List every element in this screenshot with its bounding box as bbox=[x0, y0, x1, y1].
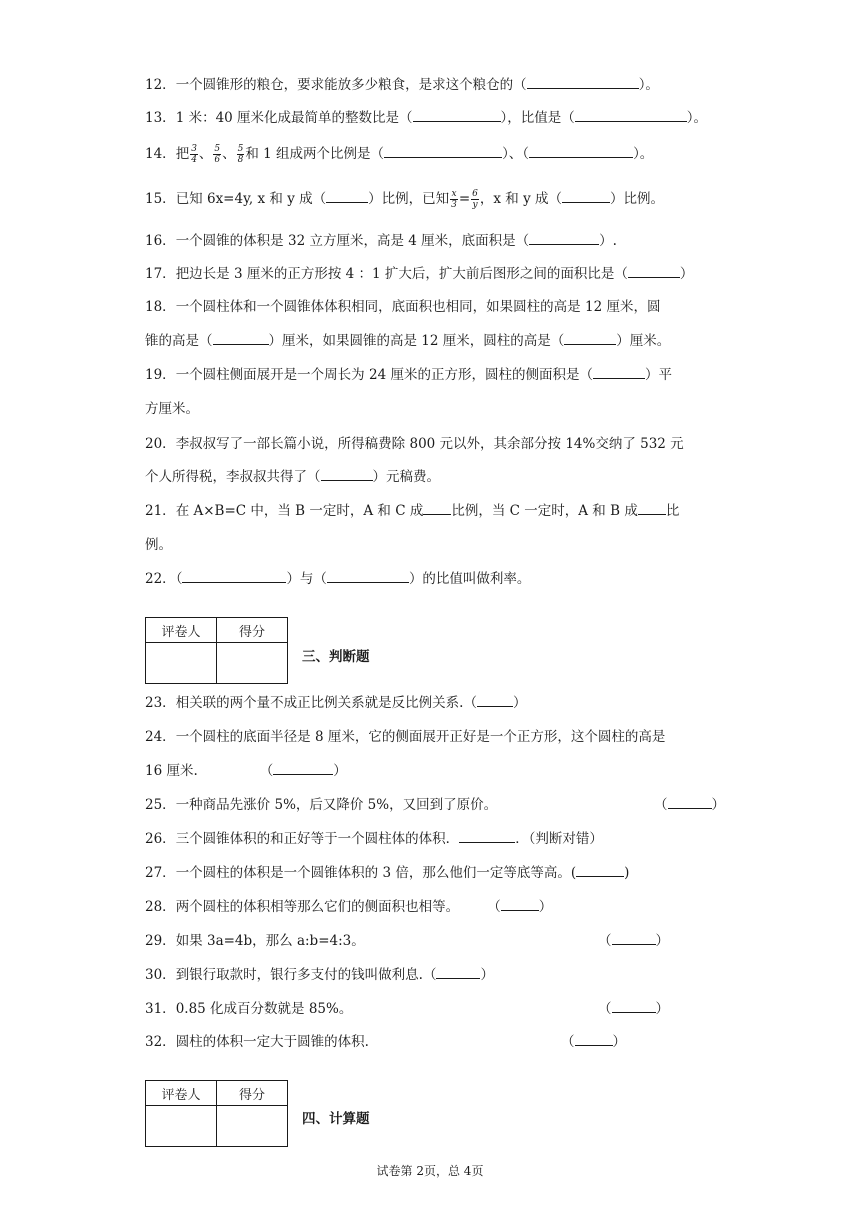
answer-blank[interactable] bbox=[612, 998, 656, 1013]
question-32: 32．圆柱的体积一定大于圆锥的体积. bbox=[145, 1034, 369, 1050]
question-12: 12．一个圆锥形的粮仓，要求能放多少粮食，是求这个粮仓的（ ）。 bbox=[145, 68, 725, 102]
answer-blank[interactable] bbox=[327, 568, 409, 583]
question-24: 24．一个圆柱的底面半径是 8 厘米，它的侧面展开正好是一个正方形，这个圆柱的高是 bbox=[145, 729, 666, 745]
answer-blank[interactable] bbox=[564, 330, 616, 345]
score-table bbox=[145, 1080, 288, 1147]
answer-blank[interactable] bbox=[638, 500, 666, 515]
question-24-line2: 16 厘米. （ ） bbox=[145, 754, 725, 788]
reviewer-label: 评卷人 bbox=[146, 1081, 217, 1106]
question-32-answer: （ ） bbox=[561, 1025, 626, 1059]
score-table bbox=[145, 617, 288, 684]
answer-blank[interactable] bbox=[423, 500, 451, 515]
question-20: 20．李叔叔写了一部长篇小说，所得稿费除 800 元以外，其余部分按 14%交纳了 532 元 bbox=[145, 436, 684, 452]
page-footer: 试卷第 2页，总 4页 bbox=[376, 1164, 484, 1178]
question-25: 25．一种商品先涨价 5%，后又降价 5%，又回到了原价。 bbox=[145, 797, 498, 813]
section-title-judge: 三、判断题 bbox=[302, 649, 370, 665]
answer-blank[interactable] bbox=[182, 568, 286, 583]
answer-blank[interactable] bbox=[527, 74, 639, 89]
score-cell[interactable] bbox=[217, 643, 288, 684]
reviewer-cell[interactable] bbox=[146, 1106, 217, 1147]
question-18-line2: 锥的高是（ ）厘米，如果圆锥的高是 12 厘米，圆柱的高是（ ）厘米。 bbox=[145, 324, 725, 358]
answer-blank[interactable] bbox=[436, 964, 480, 979]
fraction: $\frac{5}{6}$ bbox=[214, 144, 221, 165]
question-17: 17．把边长是 3 厘米的正方形按 4 ：1 扩大后，扩大前后图形之间的面积比是（ ） bbox=[145, 257, 725, 291]
question-15: 15．已知 6x=4y, x 和 y 成（ ）比例，已知 $\frac{x}{3}$ = $\frac{6}{y}$ ，x 和 y 成（ ）比例。 bbox=[145, 189, 665, 210]
answer-blank[interactable] bbox=[575, 1031, 613, 1046]
question-20-line2: 个人所得税，李叔叔共得了（ ）元稿费。 bbox=[145, 460, 725, 494]
question-22: 22．（ ）与（ ）的比值叫做利率。 bbox=[145, 562, 725, 596]
reviewer-cell[interactable] bbox=[146, 643, 217, 684]
answer-blank[interactable] bbox=[529, 143, 633, 158]
fraction: $\frac{3}{4}$ bbox=[191, 144, 197, 165]
answer-blank[interactable] bbox=[562, 188, 610, 203]
question-28: 28．两个圆柱的体积相等那么它们的侧面积也相等。 （ ） bbox=[145, 890, 725, 924]
fraction: $\frac{x}{3}$ bbox=[451, 189, 457, 210]
fraction: $\frac{5}{8}$ bbox=[237, 144, 244, 165]
question-19-line2: 方厘米。 bbox=[145, 401, 199, 417]
question-29: 29．如果 3a=4b，那么 a:b=4:3。 bbox=[145, 933, 365, 949]
question-31: 31．0.85 化成百分数就是 85%。 bbox=[145, 1001, 353, 1017]
fraction: $\frac{6}{y}$ bbox=[472, 189, 478, 210]
answer-blank[interactable] bbox=[593, 364, 645, 379]
question-21: 21．在 A×B=C 中，当 B 一定时，A 和 C 成 比例，当 C 一定时，A 和 B 成 比 bbox=[145, 494, 725, 528]
answer-blank[interactable] bbox=[668, 794, 712, 809]
question-14: 14．把 $\frac{3}{4}$ 、 $\frac{5}{6}$ 、 $\frac{5}{8}$ 和 1 组成两个比例是（ ）、（ ）。 bbox=[145, 144, 654, 165]
answer-blank[interactable] bbox=[576, 862, 624, 877]
answer-blank[interactable] bbox=[575, 107, 687, 122]
answer-blank[interactable] bbox=[628, 263, 680, 278]
answer-blank[interactable] bbox=[384, 143, 502, 158]
answer-blank[interactable] bbox=[321, 466, 373, 481]
answer-blank[interactable] bbox=[477, 692, 513, 707]
score-cell[interactable] bbox=[217, 1106, 288, 1147]
answer-blank[interactable] bbox=[529, 230, 599, 245]
question-30: 30．到银行取款时，银行多支付的钱叫做利息.（ ） bbox=[145, 958, 725, 992]
answer-blank[interactable] bbox=[213, 330, 269, 345]
question-27: 27．一个圆柱的体积是一个圆锥体积的 3 倍，那么他们一定等底等高。( ) bbox=[145, 856, 725, 890]
score-label: 得分 bbox=[217, 618, 288, 643]
question-13: 13．1 米：40 厘米化成最简单的整数比是（ ），比值是（ ）。 bbox=[145, 101, 725, 135]
score-label: 得分 bbox=[217, 1081, 288, 1106]
question-21-line2: 例。 bbox=[145, 537, 172, 553]
section-title-calc: 四、计算题 bbox=[302, 1111, 370, 1127]
question-23: 23．相关联的两个量不成正比例关系就是反比例关系.（ ） bbox=[145, 686, 725, 720]
answer-blank[interactable] bbox=[459, 828, 515, 843]
question-16: 16．一个圆锥的体积是 32 立方厘米，高是 4 厘米，底面积是（ ）. bbox=[145, 224, 725, 258]
question-25-answer: （ ） bbox=[654, 788, 725, 822]
question-26: 26．三个圆锥体积的和正好等于一个圆柱体的体积． ．（判断对错） bbox=[145, 822, 725, 856]
answer-blank[interactable] bbox=[273, 760, 333, 775]
question-19: 19．一个圆柱侧面展开是一个周长为 24 厘米的正方形，圆柱的侧面积是（ ）平 bbox=[145, 358, 725, 392]
answer-blank[interactable] bbox=[612, 930, 656, 945]
question-18: 18．一个圆柱体和一个圆锥体体积相同，底面积也相同，如果圆柱的高是 12 厘米，圆 bbox=[145, 299, 661, 315]
reviewer-label: 评卷人 bbox=[146, 618, 217, 643]
answer-blank[interactable] bbox=[501, 896, 539, 911]
question-29-answer: （ ） bbox=[598, 924, 669, 958]
question-31-answer: （ ） bbox=[598, 992, 669, 1026]
answer-blank[interactable] bbox=[413, 107, 501, 122]
answer-blank[interactable] bbox=[326, 188, 368, 203]
